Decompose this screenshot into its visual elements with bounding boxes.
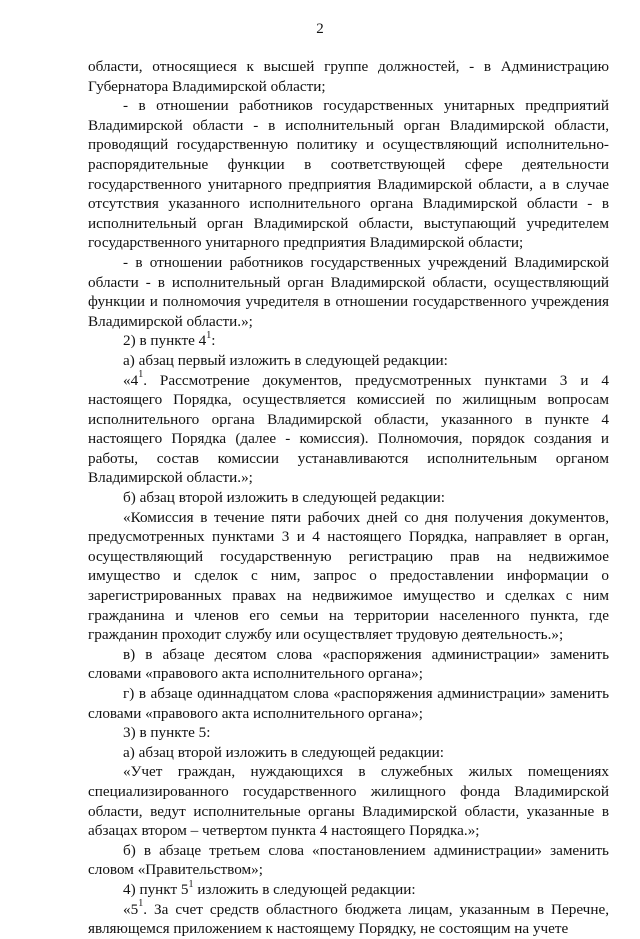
superscript: 1: [138, 369, 144, 381]
paragraph: «Учет граждан, нуждающихся в служебных жилых помещениях специализированного государственного жилищного фонда Владимирской области, ведут исполнительные органы Владимирской области, указанные в абзацах втором – четвертом пункта 4 настоящего Порядка.»;: [88, 763, 609, 840]
paragraph-text: «4: [123, 371, 139, 389]
paragraph: - в отношении работников государственных унитарных предприятий Владимирской области - в исполнительный орган Владимирской области, проводящий государственную политику и осуществляющий исполнительно-распорядительные функции в соответствующей сфере деятельности государственного унитарного предприятия Владимирской области, а в случае отсутствия указанного исполнительного органа Владимирской области - в исполнительный орган Владимирской области, выступающий учредителем государственного унитарного предприятия Владимирской области;: [88, 97, 609, 252]
superscript: 1: [188, 878, 194, 890]
paragraph-text: . За счет средств областного бюджета лицам, указанным в Перечне, являющемся приложением к настоящему Порядку, не состоящим на учете: [88, 900, 609, 938]
paragraph: б) абзац второй изложить в следующей редакции:: [123, 489, 445, 507]
paragraph: [88, 880, 609, 900]
paragraph: а) абзац первый изложить в следующей редакции:: [123, 351, 448, 369]
document-body: [88, 57, 609, 939]
paragraph: в) в абзаце десятом слова «распоряжения администрации» заменить словами «правового акта исполнительного органа»;: [88, 645, 609, 683]
paragraph-text: :: [211, 332, 216, 350]
paragraph: области, относящиеся к высшей группе должностей, - в Администрацию Губернатора Владимирской области;: [88, 58, 609, 95]
paragraph-text: «5: [123, 900, 139, 918]
paragraph-text: изложить в следующей редакции:: [193, 880, 416, 898]
superscript: 1: [138, 898, 144, 910]
paragraph: [88, 331, 609, 351]
paragraph: г) в абзаце одиннадцатом слова «распоряжения администрации» заменить словами «правового акта исполнительного органа»;: [88, 685, 609, 722]
paragraph-text: . Рассмотрение документов, предусмотренных пунктами 3 и 4 настоящего Порядка, осуществляется комиссией по жилищным вопросам исполнительного органа Владимирской области, указанного в пункте 4 настоящего Порядка (далее - комиссия). Полномочия, порядок создания и работы, состав комиссии устанавливаются исполнительным органом Владимирской области.»;: [88, 371, 609, 487]
paragraph-text: 2) в пункте 4: [123, 332, 207, 350]
paragraph: «Комиссия в течение пяти рабочих дней со дня получения документов, предусмотренных пунктами 3 и 4 настоящего Порядка, направляет в орган, осуществляющий государственную регистрацию прав на недвижимое имущество и сделок с ним, запрос о предоставлении информации о зарегистрированных правах на недвижимое имущество и сделках с ним гражданина и членов его семьи на территории населенного пункта, где гражданин проходит службу или осуществляет трудовую деятельность.»;: [88, 508, 609, 644]
paragraph: б) в абзаце третьем слова «постановлением администрации» заменить словом «Правительством»;: [88, 841, 609, 879]
paragraph: 3) в пункте 5:: [123, 724, 211, 742]
paragraph: [88, 900, 609, 939]
page-number: 2: [316, 21, 324, 37]
paragraph: [88, 371, 609, 489]
paragraph: а) абзац второй изложить в следующей редакции:: [123, 743, 445, 761]
superscript: 1: [206, 330, 212, 342]
paragraph: - в отношении работников государственных учреждений Владимирской области - в исполнительный орган Владимирской области, осуществляющий функции и полномочия учредителя в отношении государственного учреждения Владимирской области.»;: [88, 253, 609, 330]
paragraph-text: 4) пункт 5: [123, 880, 189, 898]
